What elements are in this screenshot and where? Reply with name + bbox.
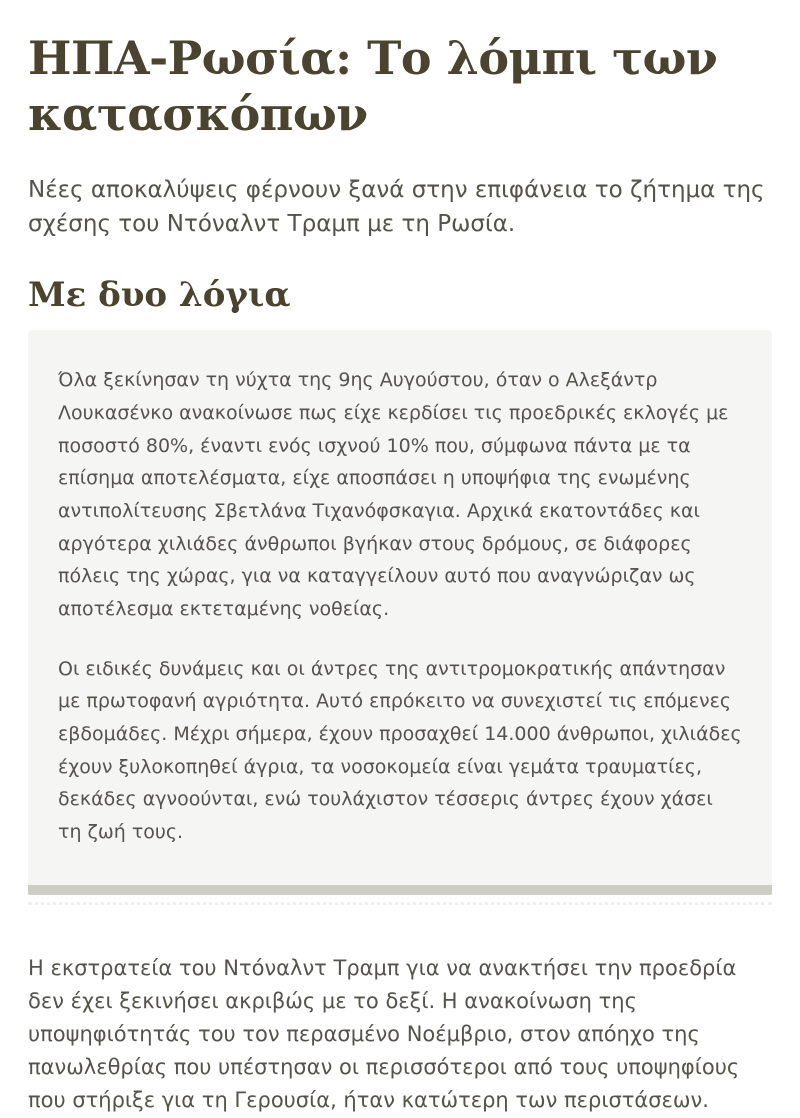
summary-paragraph-2: Οι ειδικές δυνάμεις και οι άντρες της αντιτρομοκρατικής απάντησαν με πρωτοφανή αγριότητα. Αυτό επρόκειτο να συνεχιστεί τις επόμενες εβδομάδες. Μέχρι σήμερα, έχουν προσαχθεί 14.000 άνθρωποι, χιλιάδες έχουν ξυλοκοπηθεί άγρια, τα νοσοκομεία είναι γεμάτα τραυματίες, δεκάδες αγνοούνται, ενώ τουλάχιστον τέσσερις άντρες έχουν χάσει τη ζωή τους. xyxy=(58,657,742,844)
section-heading: Με δυο λόγια xyxy=(28,274,291,315)
article-title: ΗΠΑ-Ρωσία: Το λόμπι των κατασκόπων xyxy=(28,31,718,142)
summary-box xyxy=(28,330,772,884)
dotted-divider xyxy=(28,902,772,905)
body-paragraph: Η εκστρατεία του Ντόναλντ Τραμπ για να ανακτήσει την προεδρία δεν έχει ξεκινήσει ακριβώς με το δεξί. Η ανακοίνωση της υποψηφιότητάς του τον περασμένο Νοέμβριο, στον απόηχο της πανωλεθρίας που υπέστησαν οι περισσότεροι από τους υποψηφίους που στήριξε για τη Γερουσία, ήταν κατώτερη των περιστάσεων. xyxy=(28,955,740,1113)
article-subtitle: Νέες αποκαλύψεις φέρνουν ξανά στην επιφάνεια το ζήτημα της σχέσης του Ντόναλντ Τραμπ με τη Ρωσία. xyxy=(28,177,765,237)
summary-paragraph-1: Όλα ξεκίνησαν τη νύχτα της 9ης Αυγούστου, όταν ο Αλεξάντρ Λουκασένκο ανακοίνωσε πως είχε κερδίσει τις προεδρικές εκλογές με ποσοστό 80%, έναντι ενός ισχνού 10% που, σύμφωνα πάντα με τα επίσημα αποτελέσματα, είχε αποσπάσει η υποψήφια της ενωμένης αντιπολίτευσης Σβετλάνα Τιχανόφσκαγια. Αρχικά εκατοντάδες και αργότερα χιλιάδες άνθρωποι βγήκαν στους δρόμους, σε διάφορες πόλεις της χώρας, για να καταγγείλουν αυτό που αναγνώριζαν ως αποτέλεσμα εκτεταμένης νοθείας. xyxy=(58,369,729,620)
summary-box-bottom-bar xyxy=(28,885,772,895)
